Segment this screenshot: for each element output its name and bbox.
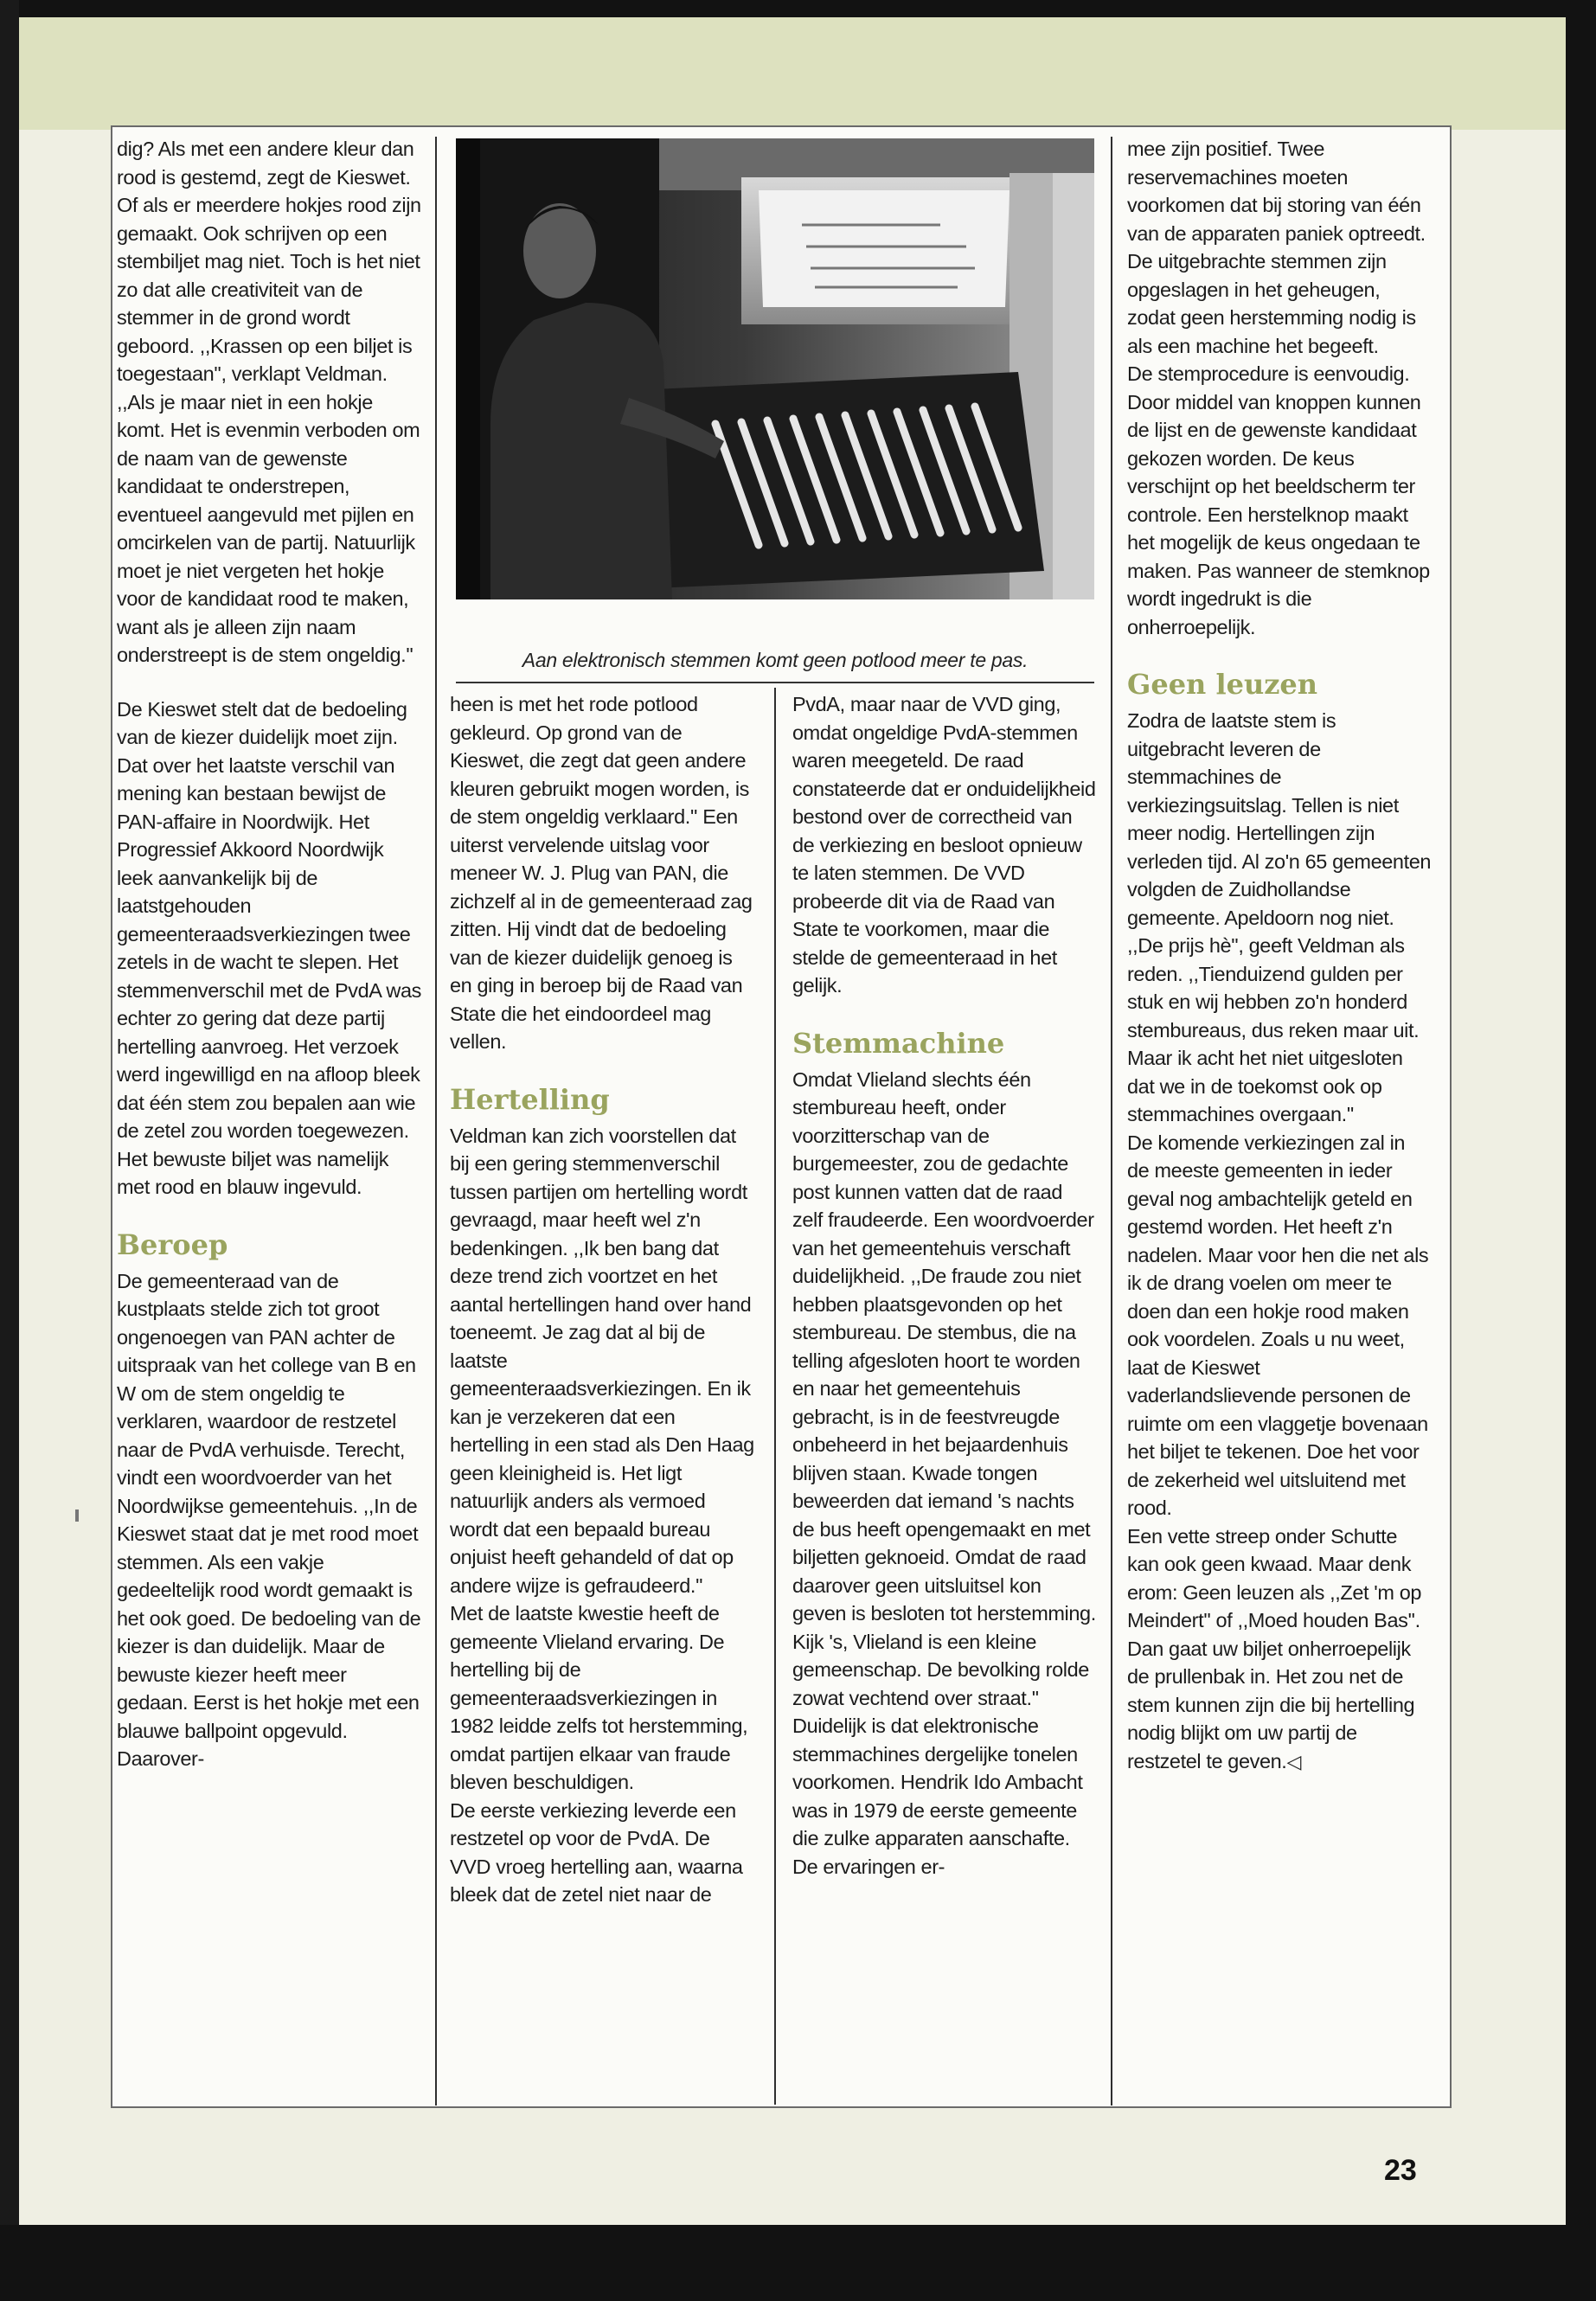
- margin-mark: [75, 1509, 79, 1522]
- paragraph: Duidelijk is dat elektronische stemmachines dergelijke tonelen voorkomen. Hendrik Ido Ambacht was in 1979 de eerste gemeente die zulke apparaten aanschafte. De ervaringen er-: [792, 1715, 1083, 1878]
- paragraph-text: Een vette streep onder Schutte kan ook geen kwaad. Maar denk erom: Geen leuzen als ,,Zet 'm op Meindert'' of ,,Moed houden Bas''. Dan gaat uw biljet onherroepelijk de prullenbak in. Het zou net de stem kunnen zijn die bij hertelling nodig blijkt om uw partij de restzetel te geven.: [1127, 1524, 1422, 1772]
- paragraph: [1127, 1522, 1432, 1777]
- paragraph: PvdA, maar naar de VVD ging, omdat ongeldige PvdA-stemmen waren meegeteld. De raad constateerde dat er onduidelijkheid bestond over de correctheid van de verkiezing en besloot opnieuw te laten stemmen. De VVD probeerde dit via de Raad van State te voorkomen, maar die stelde de gemeenteraad in het gelijk.: [792, 693, 1096, 997]
- paragraph: Omdat Vlieland slechts één stembureau heeft, onder voorzitterschap van de burgemeester, zou de gedachte post kunnen vatten dat de raad zelf fraudeerde. Een woordvoerder van het gemeentehuis verschaft duidelijkheid. ,,De fraude zou niet hebben plaatsgevonden op het stembureau. De stembus, die na telling afgesloten hoort te worden en naar het gemeentehuis gebracht, is in de feestvreugde onbeheerd in het bejaardenhuis blijven staan. Kwade tongen beweerden dat iemand 's nachts de bus heeft opengemaakt en met biljetten geknoeid. Omdat de raad daarover geen uitsluitsel kon geven is besloten tot herstemming. Kijk 's, Vlieland is een kleine gemeenschap. De bevolking rolde zowat vechtend over straat.'': [792, 1067, 1096, 1709]
- page-number: 23: [1384, 2154, 1417, 2187]
- keyboard-base: [655, 372, 1044, 588]
- section-heading-hertelling: Hertelling: [450, 1082, 610, 1116]
- paragraph: ,,De prijs hè'', geeft Veldman als reden. ,,Tienduizend gulden per stuk en wij hebben zo'n honderd stembureaus, dus reken maar uit. Maar ik acht het niet uitgesloten dat we in de toekomst ook op stemmachines overgaan.'': [1127, 934, 1420, 1125]
- paragraph: dig? Als met een andere kleur dan rood is gestemd, zegt de Kieswet. Of als er meerdere hokjes rood zijn gemaakt. Ook schrijven op een stembiljet mag niet. Toch is het niet zo dat alle creativiteit van de stemmer in de grond wordt geboord. ,,Krassen op een biljet is toegestaan'', verklapt Veldman. ,,Als je maar niet in een hokje komt. Het is evenmin verboden om de naam van de gewenste kandidaat te onderstrepen, eventueel aangevuld met pijlen en omcirkelen van de partij. Natuurlijk moet je niet vergeten het hokje voor de kandidaat rood te maken, want als je alleen zijn naam onderstreept is de stem ongeldig.'': [117, 138, 421, 666]
- ballot-sheet: [759, 190, 1010, 307]
- top-color-band: [19, 17, 1566, 130]
- end-of-article-icon: ◁: [1286, 1750, 1301, 1772]
- paragraph: heen is met het rode potlood gekleurd. Op grond van de Kieswet, die zegt dat geen andere kleuren gebruikt mogen worden, is de stem ongeldig verklaard.'' Een uiterst vervelende uitslag voor meneer W. J. Plug van PAN, die zichzelf al in de gemeenteraad zag zitten. Hij vindt dat de bedoeling van de kiezer duidelijk genoeg is en ging in beroep bij de Raad van State die het eindoordeel mag vellen.: [450, 693, 753, 1053]
- paragraph: Met de laatste kwestie heeft de gemeente Vlieland ervaring. De hertelling bij de gemeenteraadsverkiezingen in 1982 leidde zelfs tot herstemming, omdat partijen elkaar van fraude bleven beschuldigen.: [450, 1602, 748, 1793]
- scan-border-left: [0, 0, 19, 2301]
- section-heading-beroep: Beroep: [117, 1227, 228, 1261]
- column-rule: [1111, 137, 1112, 2106]
- voting-machine-photo: [456, 138, 1094, 599]
- scan-border-bottom: [0, 2225, 1596, 2301]
- caption-rule: [456, 682, 1094, 683]
- paragraph: De gemeenteraad van de kustplaats stelde zich tot groot ongenoegen van PAN achter de uitspraak van het college van B en W om de stem ongeldig te verklaren, waardoor de restzetel naar de PvdA verhuisde. Terecht, vindt een woordvoerder van het Noordwijkse gemeentehuis. ,,In de Kieswet staat dat je met rood moet stemmen. Als een vakje gedeeltelijk rood wordt gemaakt is het ook goed. De bedoeling van de kiezer is dan duidelijk. Maar de bewuste kiezer heeft meer gedaan. Eerst is het hokje met een blauwe ballpoint opgevuld. Daarover-: [117, 1269, 421, 1770]
- column-rule: [435, 137, 437, 2106]
- paragraph: Zodra de laatste stem is uitgebracht leveren de stemmachines de verkiezingsuitslag. Tellen is niet meer nodig. Hertellingen zijn verleden tijd. Al zo'n 65 gemeenten volgden de Zuidhollandse gemeente. Apeldoorn nog niet.: [1127, 709, 1432, 929]
- paragraph: De komende verkiezingen zal in de meeste gemeenten in ieder geval nog ambachtelijk geteld en gestemd worden. Het heeft z'n nadelen. Maar voor hen die net als ik de drang voelen om meer te doen dan een hokje rood maken ook voordelen. Zoals u nu weet, laat de Kieswet vaderlandslievende personen de ruimte om een vlaggetje bovenaan het biljet te tekenen. Doe het voor de zekerheid wel uitsluitend met rood.: [1127, 1131, 1429, 1519]
- paragraph: Veldman kan zich voorstellen dat bij een gering stemmenverschil tussen partijen om hertelling wordt gevraagd, maar heeft wel z'n bedenkingen. ,,Ik ben bang dat deze trend zich voortzet en het aantal hertellingen hand over hand toeneemt. Je zag dat al bij de laatste gemeenteraadsverkiezingen. En ik kan je verzekeren dat een hertelling in een stad als Den Haag geen kleinigheid is. Het ligt natuurlijk anders als vermoed wordt dat een bepaald bureau onjuist heeft gehandeld of dat op andere wijze is gefraudeerd.'': [450, 1124, 754, 1597]
- voter-figure: [490, 303, 672, 599]
- article-column-4: [1127, 135, 1432, 1776]
- section-heading-stemmachine: Stemmachine: [792, 1026, 1005, 1060]
- column-rule: [774, 688, 776, 2105]
- paragraph: De Kieswet stelt dat de bedoeling van de kiezer duidelijk moet zijn. Dat over het laatste verschil van mening kan bestaan bewijst de PAN-affaire in Noordwijk. Het Progressief Akkoord Noordwijk leek aanvankelijk bij de laatstgehouden gemeenteraadsverkiezingen twee zetels in de wacht te slepen. Het stemmenverschil met de PvdA was echter zo gering dat deze partij hertelling aanvroeg. Het verzoek werd ingewilligd en na afloop bleek dat één stem zou bepalen aan wie de zetel zou worden toegewezen. Het bewuste biljet was namelijk met rood en blauw ingevuld.: [117, 697, 421, 1198]
- paragraph: mee zijn positief. Twee reservemachines moeten voorkomen dat bij storing van één van de apparaten paniek optreedt. De uitgebrachte stemmen zijn opgeslagen in het geheugen, zodat geen herstemming nodig is als een machine het begeeft.: [1127, 138, 1426, 357]
- article-column-1: [117, 135, 421, 1773]
- photo-caption: Aan elektronisch stemmen komt geen potlood meer te pas.: [522, 649, 1029, 671]
- article-column-2: [450, 690, 754, 1909]
- scan-border-top: [0, 0, 1596, 17]
- article-column-3: [792, 690, 1097, 1881]
- section-heading-geen-leuzen: Geen leuzen: [1127, 668, 1318, 701]
- paragraph: De eerste verkiezing leverde een restzetel op voor de PvdA. De VVD vroeg hertelling aan, waarna bleek dat de zetel niet naar de: [450, 1798, 743, 1906]
- paragraph: De stemprocedure is eenvoudig. Door middel van knoppen kunnen de lijst en de gewenste kandidaat gekozen worden. De keus verschijnt op het beeldscherm ter controle. Een herstelknop maakt het mogelijk de keus ongedaan te maken. Pas wanneer de stemknop wordt ingedrukt is die onherroepelijk.: [1127, 362, 1430, 638]
